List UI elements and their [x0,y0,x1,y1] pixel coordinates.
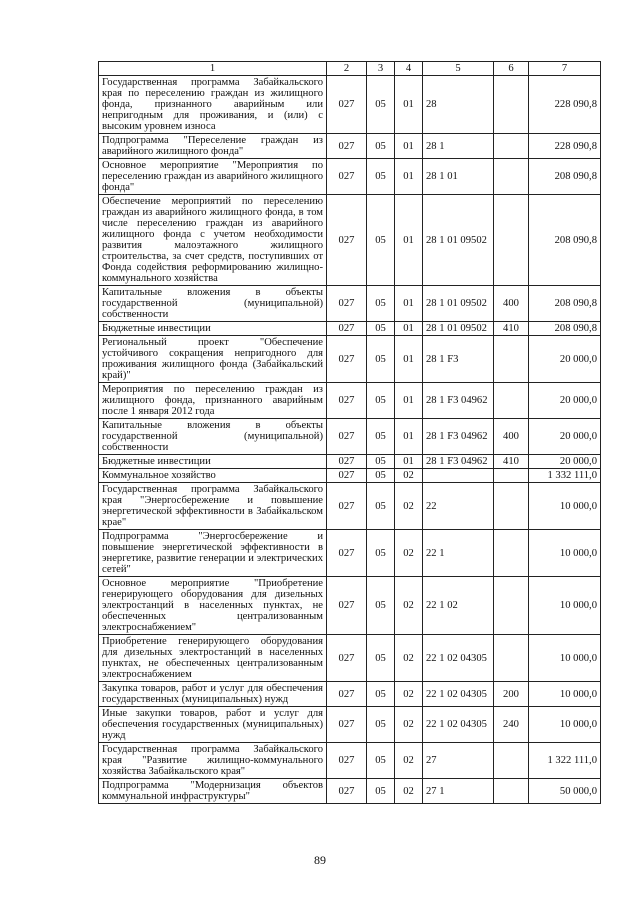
row-section-cell: 05 [367,159,395,195]
budget-table [98,61,601,804]
row-code-cell: 027 [327,195,367,286]
row-name-cell: Государственная программа Забайкальского края по переселению граждан из жилищного фонда, признанного аварийным или непригодным для проживания, и (или) с высоким уровнем износа [99,76,327,134]
row-amount-cell: 208 090,8 [529,159,601,195]
table-row [99,455,601,469]
row-expense-type-cell [494,76,529,134]
row-code-cell: 027 [327,419,367,455]
row-section-cell: 05 [367,383,395,419]
row-name-cell: Капитальные вложения в объекты государственной (муниципальной) собственности [99,419,327,455]
row-code-cell: 027 [327,455,367,469]
row-expense-type-cell [494,159,529,195]
table-row [99,336,601,383]
row-section-cell: 05 [367,469,395,483]
row-expense-type-cell: 410 [494,322,529,336]
row-amount-cell: 208 090,8 [529,286,601,322]
row-section-cell: 05 [367,134,395,159]
row-name-cell: Мероприятия по переселению граждан из жилищного фонда, признанного аварийным после 1 января 2012 года [99,383,327,419]
row-code-cell: 027 [327,134,367,159]
row-amount-cell: 50 000,0 [529,779,601,804]
row-code-cell: 027 [327,682,367,707]
row-subsection-cell: 02 [395,743,423,779]
row-expense-type-cell [494,530,529,577]
row-amount-cell: 10 000,0 [529,530,601,577]
row-subsection-cell: 01 [395,336,423,383]
row-subsection-cell: 02 [395,469,423,483]
row-expense-type-cell [494,383,529,419]
table-row [99,195,601,286]
row-expense-type-cell: 400 [494,419,529,455]
row-subsection-cell: 02 [395,779,423,804]
table-row [99,322,601,336]
row-name-cell: Капитальные вложения в объекты государственной (муниципальной) собственности [99,286,327,322]
row-expense-type-cell [494,577,529,635]
row-code-cell: 027 [327,322,367,336]
row-section-cell: 05 [367,286,395,322]
row-subsection-cell: 01 [395,159,423,195]
row-code-cell: 027 [327,159,367,195]
row-subsection-cell: 02 [395,483,423,530]
table-row [99,159,601,195]
row-amount-cell: 10 000,0 [529,635,601,682]
row-section-cell: 05 [367,635,395,682]
row-section-cell: 05 [367,336,395,383]
row-section-cell: 05 [367,682,395,707]
row-name-cell: Подпрограмма "Модернизация объектов коммунальной инфраструктуры" [99,779,327,804]
row-name-cell: Региональный проект "Обеспечение устойчивого сокращения непригодного для проживания жилищного фонда (Забайкальский край)" [99,336,327,383]
row-name-cell: Основное мероприятие "Приобретение генерирующего оборудования для дизельных электростанций в населенных пунктах, не обеспеченных централизованным электроснабжением" [99,577,327,635]
row-target-article-cell [423,469,494,483]
header-cell: 7 [529,62,601,76]
row-target-article-cell: 28 1 F3 04962 [423,383,494,419]
row-code-cell: 027 [327,483,367,530]
row-amount-cell: 20 000,0 [529,336,601,383]
row-expense-type-cell [494,635,529,682]
row-amount-cell: 1 332 111,0 [529,469,601,483]
table-row [99,577,601,635]
row-target-article-cell: 28 1 F3 [423,336,494,383]
row-section-cell: 05 [367,195,395,286]
row-expense-type-cell [494,195,529,286]
row-section-cell: 05 [367,743,395,779]
row-expense-type-cell [494,779,529,804]
row-section-cell: 05 [367,530,395,577]
header-cell: 4 [395,62,423,76]
table-row [99,743,601,779]
table-row [99,779,601,804]
row-code-cell: 027 [327,383,367,419]
table-row [99,530,601,577]
row-expense-type-cell [494,743,529,779]
header-cell: 1 [99,62,327,76]
row-target-article-cell: 28 1 [423,134,494,159]
row-code-cell: 027 [327,635,367,682]
row-code-cell: 027 [327,336,367,383]
row-subsection-cell: 02 [395,707,423,743]
row-target-article-cell: 28 [423,76,494,134]
row-amount-cell: 10 000,0 [529,707,601,743]
row-section-cell: 05 [367,577,395,635]
row-amount-cell: 10 000,0 [529,682,601,707]
row-target-article-cell: 22 1 02 04305 [423,707,494,743]
page-number: 89 [314,853,326,867]
row-target-article-cell: 22 1 [423,530,494,577]
row-name-cell: Подпрограмма "Переселение граждан из аварийного жилищного фонда" [99,134,327,159]
row-name-cell: Закупка товаров, работ и услуг для обеспечения государственных (муниципальных) нужд [99,682,327,707]
table-row [99,134,601,159]
row-name-cell: Основное мероприятие "Мероприятия по переселению граждан из аварийного жилищного фонда" [99,159,327,195]
row-expense-type-cell [494,483,529,530]
row-name-cell: Коммунальное хозяйство [99,469,327,483]
row-expense-type-cell [494,469,529,483]
row-subsection-cell: 01 [395,134,423,159]
row-expense-type-cell: 400 [494,286,529,322]
table-row [99,483,601,530]
row-target-article-cell: 22 1 02 04305 [423,635,494,682]
row-name-cell: Обеспечение мероприятий по переселению граждан из аварийного жилищного фонда, в том числе переселению граждан из аварийного жилищного фонда с учетом необходимости развития малоэтажного жилищного строительства, за счет средств, поступивших от Фонда содействия реформированию жилищно-коммунального хозяйства [99,195,327,286]
row-expense-type-cell: 200 [494,682,529,707]
row-name-cell: Подпрограмма "Энергосбережение и повышение энергетической эффективности в энергетике, развитие генерации и электрических сетей" [99,530,327,577]
row-target-article-cell: 27 [423,743,494,779]
row-name-cell: Государственная программа Забайкальского края "Энергосбережение и повышение энергетической эффективности в Забайкальском крае" [99,483,327,530]
row-subsection-cell: 01 [395,286,423,322]
table-row [99,682,601,707]
row-code-cell: 027 [327,469,367,483]
row-code-cell: 027 [327,707,367,743]
table-row [99,635,601,682]
row-subsection-cell: 01 [395,419,423,455]
table-row [99,383,601,419]
row-section-cell: 05 [367,322,395,336]
row-code-cell: 027 [327,577,367,635]
row-expense-type-cell [494,336,529,383]
row-subsection-cell: 01 [395,195,423,286]
row-code-cell: 027 [327,779,367,804]
row-section-cell: 05 [367,419,395,455]
table-row [99,707,601,743]
row-code-cell: 027 [327,76,367,134]
row-name-cell: Бюджетные инвестиции [99,455,327,469]
row-expense-type-cell: 240 [494,707,529,743]
row-target-article-cell: 28 1 F3 04962 [423,419,494,455]
row-target-article-cell: 28 1 F3 04962 [423,455,494,469]
row-amount-cell: 1 322 111,0 [529,743,601,779]
row-amount-cell: 20 000,0 [529,455,601,469]
row-amount-cell: 20 000,0 [529,419,601,455]
header-cell: 6 [494,62,529,76]
row-subsection-cell: 02 [395,635,423,682]
row-subsection-cell: 01 [395,455,423,469]
row-amount-cell: 10 000,0 [529,483,601,530]
table-row [99,419,601,455]
header-cell: 5 [423,62,494,76]
row-target-article-cell: 28 1 01 [423,159,494,195]
row-amount-cell: 208 090,8 [529,195,601,286]
row-amount-cell: 228 090,8 [529,134,601,159]
row-subsection-cell: 01 [395,322,423,336]
row-section-cell: 05 [367,779,395,804]
header-cell: 3 [367,62,395,76]
header-cell: 2 [327,62,367,76]
row-subsection-cell: 01 [395,76,423,134]
row-amount-cell: 10 000,0 [529,577,601,635]
row-code-cell: 027 [327,286,367,322]
row-amount-cell: 208 090,8 [529,322,601,336]
row-code-cell: 027 [327,743,367,779]
row-code-cell: 027 [327,530,367,577]
row-target-article-cell: 28 1 01 09502 [423,286,494,322]
row-name-cell: Государственная программа Забайкальского края "Развитие жилищно-коммунального хозяйства Забайкальского края" [99,743,327,779]
table-row [99,76,601,134]
row-amount-cell: 20 000,0 [529,383,601,419]
row-target-article-cell: 27 1 [423,779,494,804]
row-subsection-cell: 01 [395,383,423,419]
table-row [99,286,601,322]
row-expense-type-cell [494,134,529,159]
row-name-cell: Иные закупки товаров, работ и услуг для обеспечения государственных (муниципальных) нужд [99,707,327,743]
row-subsection-cell: 02 [395,682,423,707]
row-subsection-cell: 02 [395,530,423,577]
row-section-cell: 05 [367,455,395,469]
table-header-row [99,62,601,76]
row-section-cell: 05 [367,483,395,530]
row-amount-cell: 228 090,8 [529,76,601,134]
row-subsection-cell: 02 [395,577,423,635]
row-name-cell: Бюджетные инвестиции [99,322,327,336]
table-row [99,469,601,483]
row-section-cell: 05 [367,707,395,743]
row-name-cell: Приобретение генерирующего оборудования для дизельных электростанций в населенных пунктах, не обеспеченных централизованным электроснабжением [99,635,327,682]
row-target-article-cell: 22 1 02 04305 [423,682,494,707]
row-target-article-cell: 22 1 02 [423,577,494,635]
row-target-article-cell: 28 1 01 09502 [423,322,494,336]
row-target-article-cell: 22 [423,483,494,530]
row-target-article-cell: 28 1 01 09502 [423,195,494,286]
row-expense-type-cell: 410 [494,455,529,469]
row-section-cell: 05 [367,76,395,134]
